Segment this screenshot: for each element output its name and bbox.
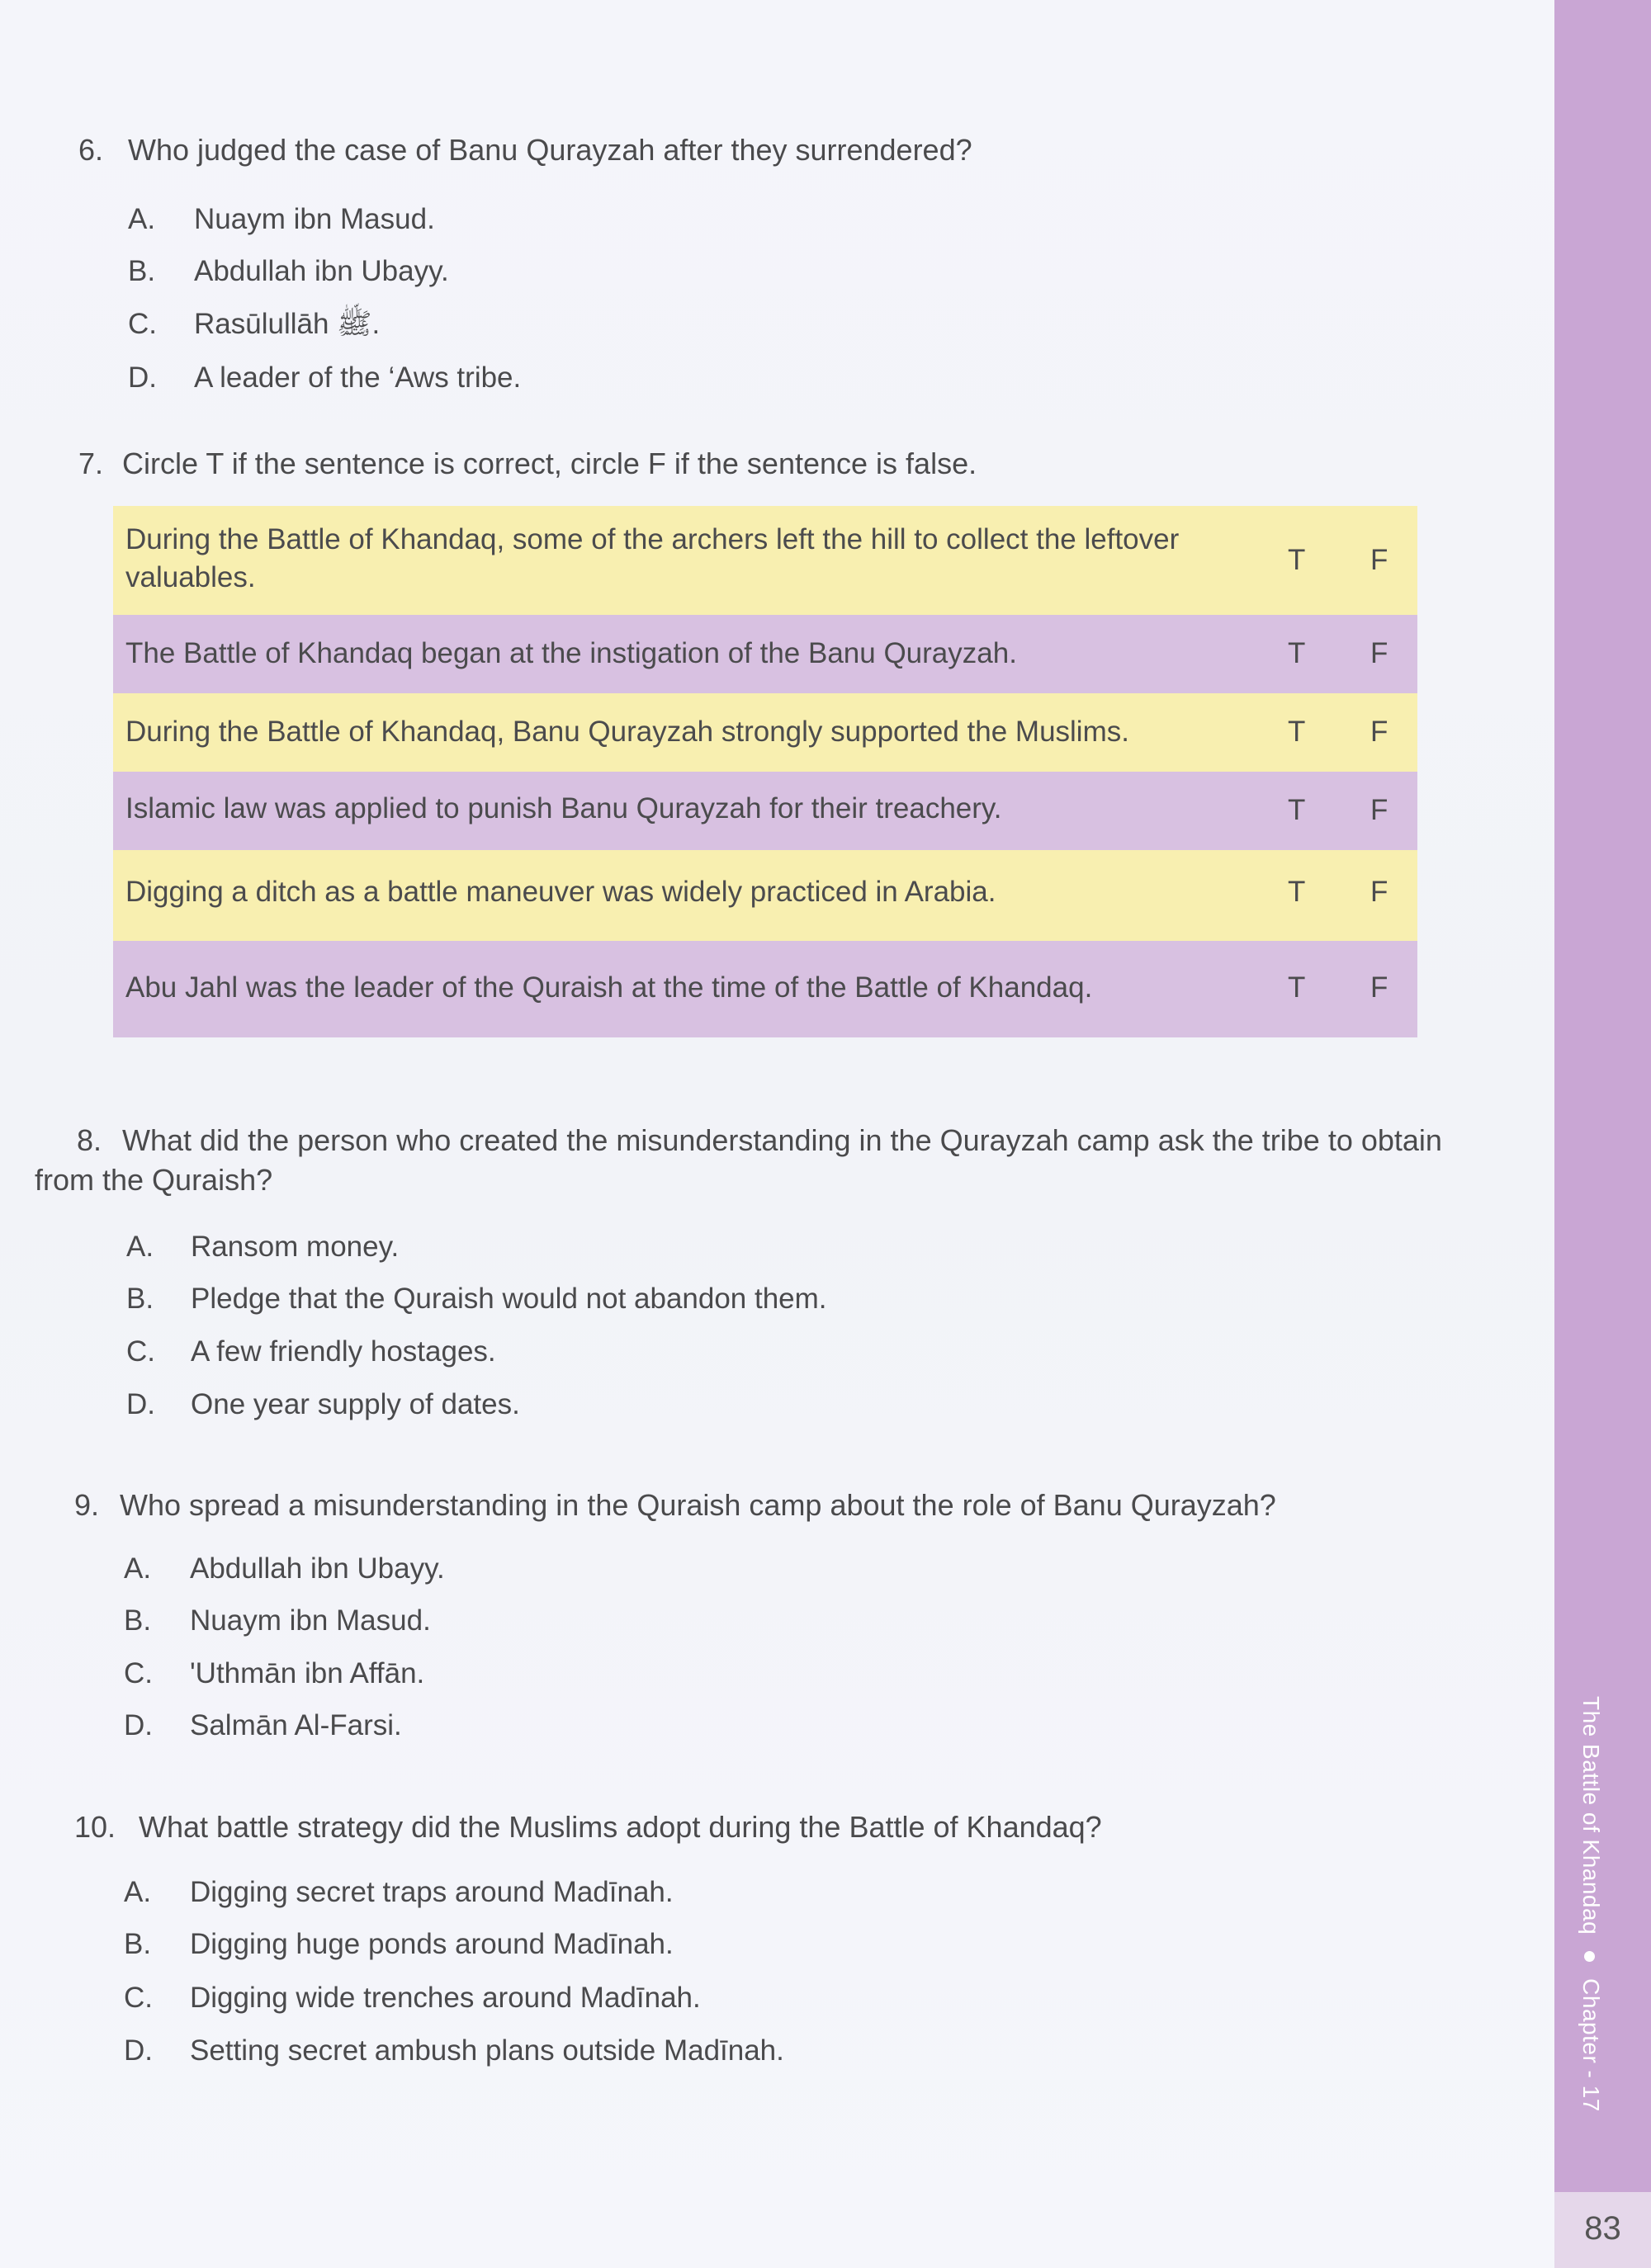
option-text: Ransom money. bbox=[191, 1231, 400, 1263]
chapter-side-label bbox=[1578, 1696, 1604, 2112]
option-text: Abdullah ibn Ubayy. bbox=[190, 1552, 445, 1585]
option-letter: C. bbox=[124, 1982, 153, 2014]
tf-row-5 bbox=[113, 850, 1417, 941]
question-text-line2: from the Quraish? bbox=[35, 1163, 273, 1197]
tf-row-3 bbox=[113, 693, 1417, 772]
option-letter: A. bbox=[124, 1552, 152, 1585]
option-text: One year supply of dates. bbox=[191, 1388, 520, 1420]
page-number-box bbox=[1554, 2192, 1651, 2268]
option-letter: D. bbox=[124, 1709, 153, 1741]
tf-statement: During the Battle of Khandaq, Banu Qurayzah strongly supported the Muslims. bbox=[125, 716, 1129, 748]
option-text: Digging wide trenches around Madīnah. bbox=[190, 1982, 701, 2014]
option-letter: D. bbox=[126, 1388, 155, 1420]
option-text: Digging huge ponds around Madīnah. bbox=[190, 1928, 674, 1960]
option-text: Abdullah ibn Ubayy. bbox=[194, 255, 449, 287]
false-choice[interactable]: F bbox=[1370, 716, 1388, 748]
tf-row-2 bbox=[113, 615, 1417, 693]
option-text: A leader of the ‘Aws tribe. bbox=[194, 361, 522, 394]
question-number: 7. bbox=[78, 447, 104, 480]
option-text: Pledge that the Quraish would not abandon them. bbox=[191, 1283, 827, 1315]
true-choice[interactable]: T bbox=[1288, 716, 1306, 748]
tf-row-6 bbox=[113, 941, 1417, 1037]
page-number: 83 bbox=[1584, 2210, 1621, 2247]
option-letter: A. bbox=[126, 1231, 154, 1263]
question-number: 10. bbox=[74, 1810, 116, 1844]
false-choice[interactable]: F bbox=[1370, 971, 1388, 1004]
option-letter: C. bbox=[128, 308, 157, 340]
tf-statement: Digging a ditch as a battle maneuver was widely practiced in Arabia. bbox=[125, 876, 996, 908]
option-letter: A. bbox=[124, 1876, 152, 1908]
question-text: What battle strategy did the Muslims adopt during the Battle of Khandaq? bbox=[139, 1810, 1102, 1844]
true-choice[interactable]: T bbox=[1288, 876, 1306, 908]
option-text: Rasūlullāh ﷺ. bbox=[194, 308, 381, 340]
option-letter: C. bbox=[126, 1335, 155, 1368]
option-letter: B. bbox=[124, 1928, 152, 1960]
option-text: A few friendly hostages. bbox=[191, 1335, 496, 1368]
chapter-label: Chapter - 17 bbox=[1578, 1978, 1604, 2112]
tf-statement: During the Battle of Khandaq, some of the archers left the hill to collect the leftover valuables. bbox=[125, 523, 1180, 593]
tf-statement: The Battle of Khandaq began at the instigation of the Banu Qurayzah. bbox=[125, 637, 1017, 669]
option-text: 'Uthmān ibn Affān. bbox=[190, 1657, 425, 1689]
option-letter: D. bbox=[128, 361, 157, 394]
question-text: Who judged the case of Banu Qurayzah after they surrendered? bbox=[128, 133, 972, 167]
question-number: 9. bbox=[74, 1488, 100, 1522]
option-letter: B. bbox=[126, 1283, 154, 1315]
question-text-line1: What did the person who created the misunderstanding in the Qurayzah camp ask the tribe to obtain bbox=[122, 1123, 1442, 1157]
option-text: Setting secret ambush plans outside Madīnah. bbox=[190, 2034, 784, 2067]
false-choice[interactable]: F bbox=[1370, 544, 1388, 576]
question-text: Who spread a misunderstanding in the Quraish camp about the role of Banu Qurayzah? bbox=[120, 1488, 1276, 1522]
true-choice[interactable]: T bbox=[1288, 544, 1306, 576]
question-number: 8. bbox=[77, 1123, 102, 1157]
question-text: Circle T if the sentence is correct, circle F if the sentence is false. bbox=[122, 447, 977, 480]
false-choice[interactable]: F bbox=[1370, 794, 1388, 826]
false-choice[interactable]: F bbox=[1370, 637, 1388, 669]
true-choice[interactable]: T bbox=[1288, 794, 1306, 826]
option-text: Salmān Al-Farsi. bbox=[190, 1709, 402, 1741]
tf-row-4 bbox=[113, 772, 1417, 850]
question-number: 6. bbox=[78, 133, 104, 167]
tf-row-1 bbox=[113, 506, 1417, 615]
true-choice[interactable]: T bbox=[1288, 637, 1306, 669]
option-letter: B. bbox=[128, 255, 156, 287]
bullet-dot-icon bbox=[1584, 1951, 1595, 1962]
option-letter: B. bbox=[124, 1604, 152, 1637]
tf-statement: Islamic law was applied to punish Banu Qurayzah for their treachery. bbox=[125, 792, 1002, 825]
true-false-table bbox=[113, 506, 1417, 1037]
option-text: Nuaym ibn Masud. bbox=[194, 203, 435, 235]
option-text: Nuaym ibn Masud. bbox=[190, 1604, 431, 1637]
tf-statement: Abu Jahl was the leader of the Quraish at the time of the Battle of Khandaq. bbox=[125, 971, 1093, 1004]
option-letter: D. bbox=[124, 2034, 153, 2067]
option-letter: C. bbox=[124, 1657, 153, 1689]
option-text: Digging secret traps around Madīnah. bbox=[190, 1876, 674, 1908]
true-choice[interactable]: T bbox=[1288, 971, 1306, 1004]
false-choice[interactable]: F bbox=[1370, 876, 1388, 908]
option-letter: A. bbox=[128, 203, 156, 235]
chapter-title: The Battle of Khandaq bbox=[1578, 1696, 1604, 1935]
